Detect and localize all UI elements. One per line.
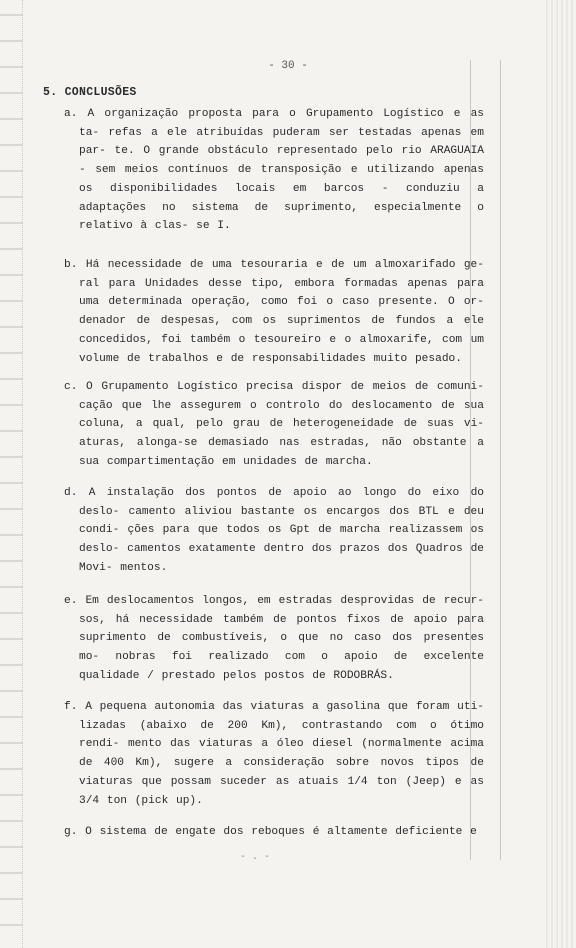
list-item (64, 105, 484, 236)
item-text: c. O Grupamento Logístico precisa dispor de meios de comuni- cação que lhe assegurem o controlo do deslocamento de sua coluna, a qual, pelo grau de heterogeneidade de suas vi- aturas, alonga-se demasiado nas estradas, não obstante a sua compartimentação em unidades de marcha. (64, 381, 484, 468)
punch-hole-margin (0, 0, 23, 948)
scan-line (500, 60, 501, 860)
list-item (64, 823, 484, 842)
footer-mark: - . - (240, 852, 271, 863)
item-text: b. Há necessidade de uma tesouraria e de um almoxarifado ge- ral para Unidades desse tipo, embora formadas apenas para uma determinada operação, como foi o caso presente. O or- denador de despesas, com os suprimentos de fundos a ele concedidos, foi também o tesoureiro e o almoxarife, com um volume de trabalhos e de responsabilidades muito pesado. (64, 259, 484, 365)
scan-edge (546, 0, 576, 948)
list-item (64, 592, 484, 686)
item-text: f. A pequena autonomia das viaturas a gasolina que foram uti- lizadas (abaixo de 200 Km), contrastando com o ótimo rendi- mento das viaturas a óleo diesel (normalmente acima de 400 Km), sugere a consideração sobre novos tipos de viaturas que possam suceder as atuais 1/4 ton (Jeep) e as 3/4 ton (pick up). (64, 701, 484, 807)
item-text: d. A instalação dos pontos de apoio ao longo do eixo do deslo- camento aliviou bastante os encargos dos BTL e deu condi- ções para que todos os Gpt de marcha realizassem os deslo- camentos exatamente dentro dos prazos dos Quadros de Movi- mentos. (64, 487, 484, 574)
section-heading: 5. CONCLUSÕES (43, 86, 137, 99)
list-item (64, 484, 484, 578)
list-item (64, 256, 484, 368)
item-text: e. Em deslocamentos longos, em estradas desprovidas de recur- sos, há necessidade também de pontos fixos de apoio para suprimento de combustíveis, o que no caso dos presentes mo- nobras foi realizado com o apoio de excelente qualidade / prestado pelos postos de RODOBRÁS. (64, 595, 484, 682)
list-item (64, 698, 484, 810)
item-text: a. A organização proposta para o Grupamento Logístico e as ta- refas a ele atribuídas puderam ser testadas apenas em par- te. O grande obstáculo representado pelo rio ARAGUAIA - sem meios contínuos de transposição e utilizando apenas os disponibilidades locais em barcos - conduziu a adaptações no sistema de suprimento, especialmente o relativo à clas- se I. (64, 108, 484, 233)
item-text: g. O sistema de engate dos reboques é altamente deficiente e (64, 826, 477, 838)
list-item (64, 378, 484, 472)
page-number: - 30 - (268, 60, 308, 72)
